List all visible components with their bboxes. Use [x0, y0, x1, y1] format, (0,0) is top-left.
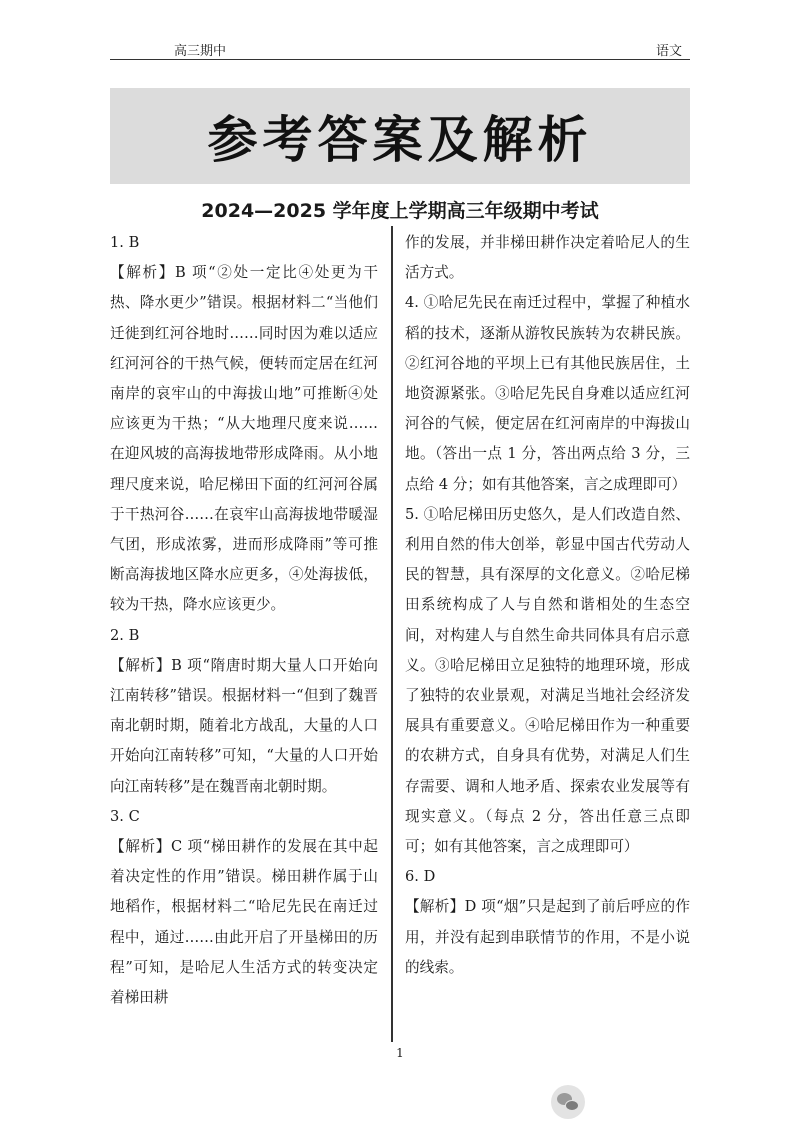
answer-analysis: 作的发展，并非梯田耕作决定着哈尼人的生活方式。 — [405, 234, 690, 282]
question-number: 2. B — [110, 626, 140, 644]
wechat-logo-icon — [551, 1085, 585, 1119]
answer-analysis: 【解析】C 项“梯田耕作的发展在其中起着决定性的作用”错误。梯田耕作属于山地稻作，根据材料二“哈尼先民在南迁过程中，通过……由此开启了开垦梯田的历程”可知，是哈尼人生活方式的转变决定着梯田耕 — [110, 838, 378, 1007]
answer-analysis: 4. ①哈尼先民在南迁过程中，掌握了种植水稻的技术，逐渐从游牧民族转为农耕民族。②红河谷地的平坝上已有其他民族居住，土地资源紧张。③哈尼先民自身难以适应红河河谷的气候，便定居在红河南岸的中海拔山地。（答出一点 1 分，答出两点给 3 分，三点给 4 分；如有其他答案，言之成理即可） — [405, 294, 690, 493]
answer-analysis: 5. ①哈尼梯田历史悠久，是人们改造自然、利用自然的伟大创举，彰显中国古代劳动人民的智慧，具有深厚的文化意义。②哈尼梯田系统构成了人与自然和谐相处的生态空间，对构建人与自然生命共同体具有启示意义。③哈尼梯田立足独特的地理环境，形成了独特的农业景观，对满足当地社会经济发展具有重要意义。④哈尼梯田作为一种重要的农耕方式，自身具有优势，对满足人们生存需要、调和人地矛盾、探索农业发展等有现实意义。（每点 2 分，答出任意三点即可；如有其他答案，言之成理即可） — [405, 505, 690, 856]
page-number: 1 — [396, 1046, 404, 1060]
question-number: 3. C — [110, 807, 140, 825]
exam-subtitle: 2024—2025 学年度上学期高三年级期中考试 — [201, 200, 599, 222]
right-column — [405, 228, 690, 983]
title-banner — [110, 88, 690, 184]
left-column — [110, 228, 378, 1013]
answer-analysis: 【解析】B 项“②处一定比④处更为干热、降水更少”错误。根据材料二“当他们迁徙到红河谷地时……同时因为难以适应红河河谷的干热气候，便转而定居在红河南岸的哀牢山的中海拔山地”可推断④处应该更为干热；“从大地理尺度来说……在迎风坡的高海拔地带形成降雨。从小地理尺度来说，哈尼梯田下面的红河河谷属于干热河谷……在哀牢山高海拔地带暖湿气团，形成浓雾，进而形成降雨”等可推断高海拔地区降水应更多，④处海拔低，较为干热，降水应该更少。 — [110, 264, 378, 614]
question-number: 6. D — [405, 868, 436, 886]
question-number: 1. B — [110, 234, 140, 251]
page-header — [110, 38, 690, 60]
answer-analysis: 【解析】D 项“烟”只是起到了前后呼应的作用，并没有起到串联情节的作用，不是小说的线索。 — [405, 898, 690, 976]
header-subject-label: 语文 — [655, 44, 682, 59]
answer-analysis: 【解析】B 项“隋唐时期大量人口开始向江南转移”错误。根据材料一“但到了魏晋南北朝时期，随着北方战乱，大量的人口开始向江南转移”可知，“大量的人口开始向江南转移”是在魏晋南北朝时期。 — [110, 656, 378, 795]
column-divider — [391, 226, 393, 1042]
page-title: 参考答案及解析 — [207, 111, 593, 169]
chat-bubble-icon — [565, 1100, 579, 1111]
header-exam-label: 高三期中 — [174, 44, 227, 59]
